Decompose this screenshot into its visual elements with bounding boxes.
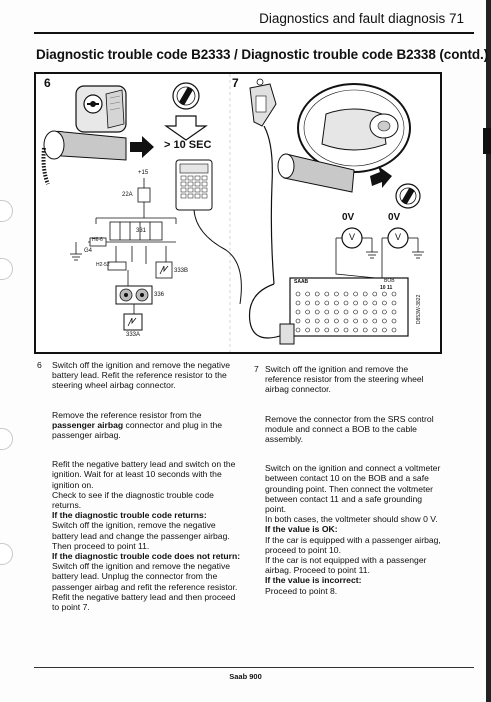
label-331: 331 — [136, 228, 147, 234]
text-run: connector and plug in the passenger airbag. — [52, 419, 223, 441]
binder-hole — [0, 200, 13, 222]
resistor-333a-icon — [124, 304, 142, 330]
voltmeter-right-symbol: V — [395, 232, 402, 242]
section-title: Diagnostic trouble code B2333 / Diagnostic trouble code B2338 (contd.) — [36, 47, 489, 62]
connector-336-icon — [116, 286, 152, 304]
diagnostic-tool-icon — [176, 160, 241, 304]
footer-text: Saab 900 — [229, 672, 262, 681]
step-7-paragraph: If the car is not equipped with a passenger airbag. Proceed to point 11. — [265, 555, 427, 576]
ignition-key-icon — [396, 184, 420, 208]
step-6-number: 6 — [37, 360, 42, 370]
step-6-paragraph: Refit the negative battery lead and switch on the ignition. Wait for at least 10 seconds with the ignition on. — [52, 459, 236, 490]
voltmeter-left-icon — [336, 228, 378, 278]
figure-step-7-label: 7 — [232, 76, 239, 90]
text-run: Remove the reference resistor from the — [52, 409, 202, 420]
voltmeter-right-reading: 0V — [388, 212, 401, 223]
airbag-connector-icon — [250, 79, 276, 284]
step-7-number: 7 — [254, 364, 259, 374]
figure-illustration — [36, 74, 440, 352]
header-title: Diagnostics and fault diagnosis 71 — [259, 11, 464, 26]
label-333b: 333B — [174, 268, 189, 274]
voltmeter-right-icon — [382, 228, 424, 278]
arrow-down-icon — [166, 116, 206, 140]
step-7-condition-heading: If the value is incorrect: — [265, 575, 362, 586]
voltmeter-left-symbol: V — [349, 232, 356, 242]
figure-step-6-label: 6 — [44, 76, 51, 90]
step-6-column — [52, 360, 242, 612]
step-6-paragraph: Switch off the ignition and remove the negative battery lead. Refit the reference resistor to the steering wheel airbag connector. — [52, 360, 231, 391]
page-edge-shadow — [486, 0, 491, 702]
page-header — [34, 10, 474, 32]
label-g4: G4 — [84, 248, 93, 254]
fuse-label: +15 — [138, 170, 149, 176]
step-6-condition-heading: If the diagnostic trouble code returns: — [52, 510, 207, 521]
ignition-key-icon — [173, 83, 199, 109]
bob-contacts-label: 10 11 — [380, 285, 393, 291]
label-333a: 333A — [126, 332, 141, 338]
step-6-paragraph: Switch off the ignition, remove the negative battery lead and change the passenger airbag. Then proceed to point 11. — [52, 520, 230, 551]
voltmeter-left-reading: 0V — [342, 212, 355, 223]
step-6-paragraph: Switch off the ignition and remove the negative battery lead. Unplug the connector from the passenger airbag and refit the reference resistor. — [52, 561, 238, 592]
step-7-paragraph: In both cases, the voltmeter should show 0 V. — [265, 514, 438, 525]
steering-column-icon — [44, 131, 127, 184]
step-7-paragraph: Proceed to point 8. — [265, 585, 338, 596]
step-7-paragraph: Remove the connector from the SRS control module and connect a BOB to the cable assembly. — [265, 413, 434, 445]
bob-label: BOB — [384, 278, 395, 284]
arrow-right-icon — [130, 136, 154, 158]
step-6-paragraph — [52, 410, 242, 441]
binder-hole — [0, 428, 13, 450]
steering-wheel-icon — [298, 84, 410, 172]
header-rule — [34, 32, 474, 34]
step-6-paragraph: Check to see if the diagnostic trouble code returns. — [52, 489, 214, 511]
binder-hole — [0, 258, 13, 280]
figure-code: D853W-3822 — [416, 294, 422, 324]
diagnostic-figure — [34, 72, 442, 354]
label-336: 336 — [154, 292, 165, 298]
footer-rule — [34, 667, 474, 668]
bold-term: passenger airbag — [52, 419, 124, 430]
ignition-lock-icon — [76, 86, 126, 132]
step-7-condition-heading: If the value is OK: — [265, 524, 338, 535]
step-6-paragraph: Refit the negative battery lead and then proceed to point 7. — [52, 591, 236, 613]
label-h2-52: H2-52 — [96, 262, 110, 268]
step-7-paragraph: If the car is equipped with a passenger airbag, proceed to point 10. — [265, 534, 441, 555]
section-tab-marker — [483, 128, 491, 154]
bob-brand: SAAB — [294, 279, 309, 285]
step-7-paragraph: Switch on the ignition and connect a voltmeter between contact 10 on the BOB and a safe grounding point. Then connect the voltmeter between contact 11 and a safe grounding point. — [265, 463, 441, 515]
label-h6-6: H6-6 — [92, 237, 103, 243]
label-22a: 22A — [122, 192, 133, 198]
step-7-paragraph: Switch off the ignition and remove the reference resistor from the steering wheel airbag connector. — [265, 364, 424, 395]
step-6-condition-heading: If the diagnostic trouble code does not return: — [52, 551, 241, 562]
step-7-column — [265, 364, 445, 596]
binder-hole — [0, 543, 13, 565]
timer-label: > 10 SEC — [164, 139, 212, 151]
